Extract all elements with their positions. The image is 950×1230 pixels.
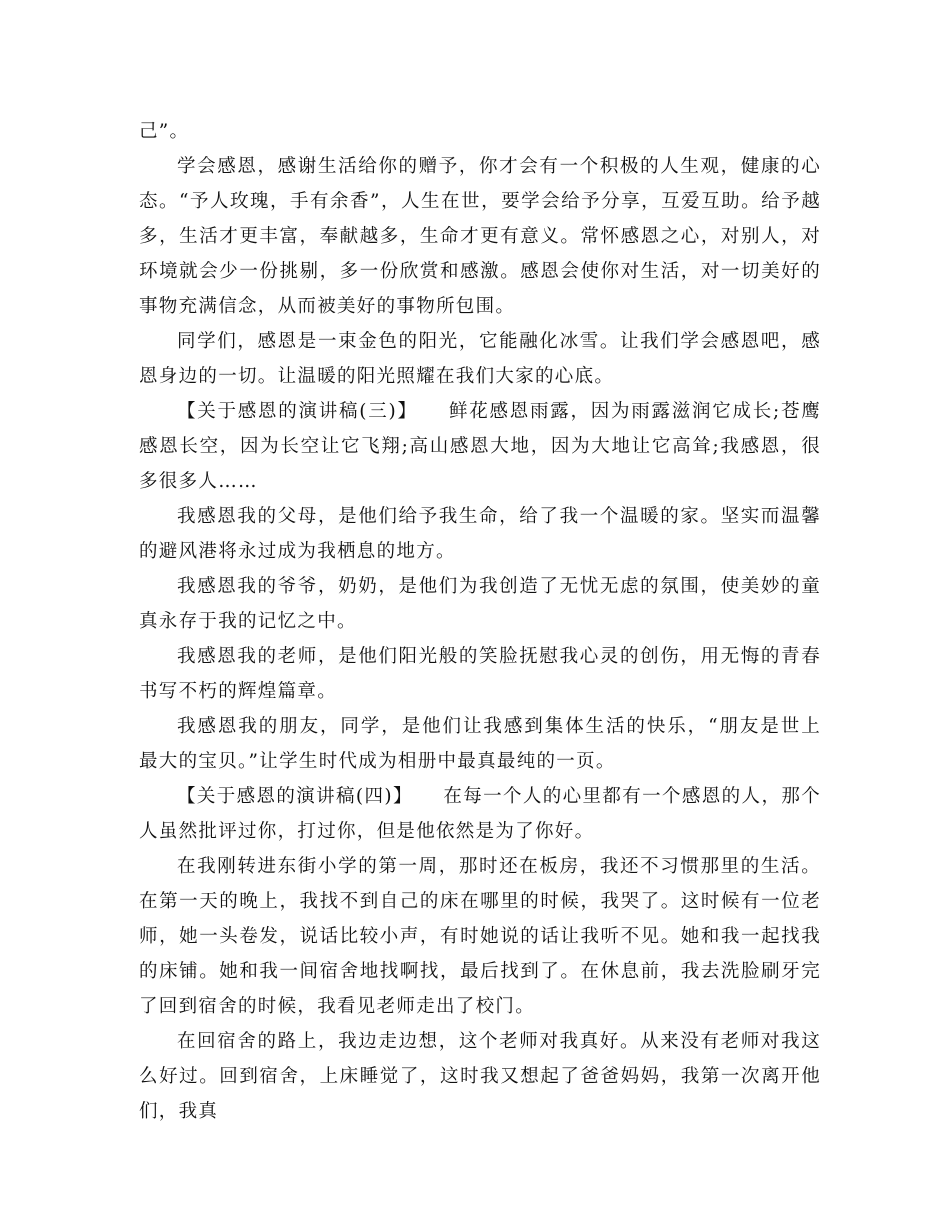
paragraph-friends: 我感恩我的朋友，同学，是他们让我感到集体生活的快乐，“朋友是世上最大的宝贝。”让学生时代成为相册中最真最纯的一页。 bbox=[139, 716, 821, 772]
document-body bbox=[139, 114, 821, 1129]
paragraph-teachers: 我感恩我的老师，是他们阳光般的笑脸抚慰我心灵的创伤，用无悔的青春书写不朽的辉煌篇章。 bbox=[139, 646, 821, 702]
paragraph-speech-four-heading: 【关于感恩的演讲稿(四)】 在每一个人的心里都有一个感恩的人，那个人虽然批评过你，打过你，但是他依然是为了你好。 bbox=[139, 786, 821, 842]
paragraph-way-back: 在回宿舍的路上，我边走边想，这个老师对我真好。从来没有老师对我这么好过。回到宿舍，上床睡觉了，这时我又想起了爸爸妈妈，我第一次离开他们，我真 bbox=[139, 1031, 821, 1122]
paragraph-parents: 我感恩我的父母，是他们给予我生命，给了我一个温暖的家。坚实而温馨的避风港将永过成为我栖息的地方。 bbox=[139, 506, 821, 562]
paragraph-classmates: 同学们，感恩是一束金色的阳光，它能融化冰雪。让我们学会感恩吧，感恩身边的一切。让温暖的阳光照耀在我们大家的心底。 bbox=[139, 331, 821, 387]
paragraph-speech-three-heading: 【关于感恩的演讲稿(三)】 鲜花感恩雨露，因为雨露滋润它成长;苍鹰感恩长空，因为长空让它飞翔;高山感恩大地，因为大地让它高耸;我感恩，很多很多人…… bbox=[139, 401, 821, 492]
paragraph-first-week: 在我刚转进东街小学的第一周，那时还在板房，我还不习惯那里的生活。在第一天的晚上，我找不到自己的床在哪里的时候，我哭了。这时候有一位老师，她一头卷发，说话比较小声，有时她说的话让我听不见。她和我一起找我的床铺。她和我一间宿舍地找啊找，最后找到了。在休息前，我去洗脸刷牙完了回到宿舍的时候，我看见老师走出了校门。 bbox=[139, 856, 821, 1017]
paragraph-continuation: 己”。 bbox=[139, 121, 190, 142]
paragraph-grandparents: 我感恩我的爷爷，奶奶，是他们为我创造了无忧无虑的氛围，使美妙的童真永存于我的记忆之中。 bbox=[139, 576, 821, 632]
paragraph-gratitude-life: 学会感恩，感谢生活给你的赠予，你才会有一个积极的人生观，健康的心态。“予人玫瑰，手有余香”，人生在世，要学会给予分享，互爱互助。给予越多，生活才更丰富，奉献越多，生命才更有意义。常怀感恩之心，对别人，对环境就会少一份挑剔，多一份欣赏和感激。感恩会使你对生活，对一切美好的事物充满信念，从而被美好的事物所包围。 bbox=[139, 156, 821, 317]
